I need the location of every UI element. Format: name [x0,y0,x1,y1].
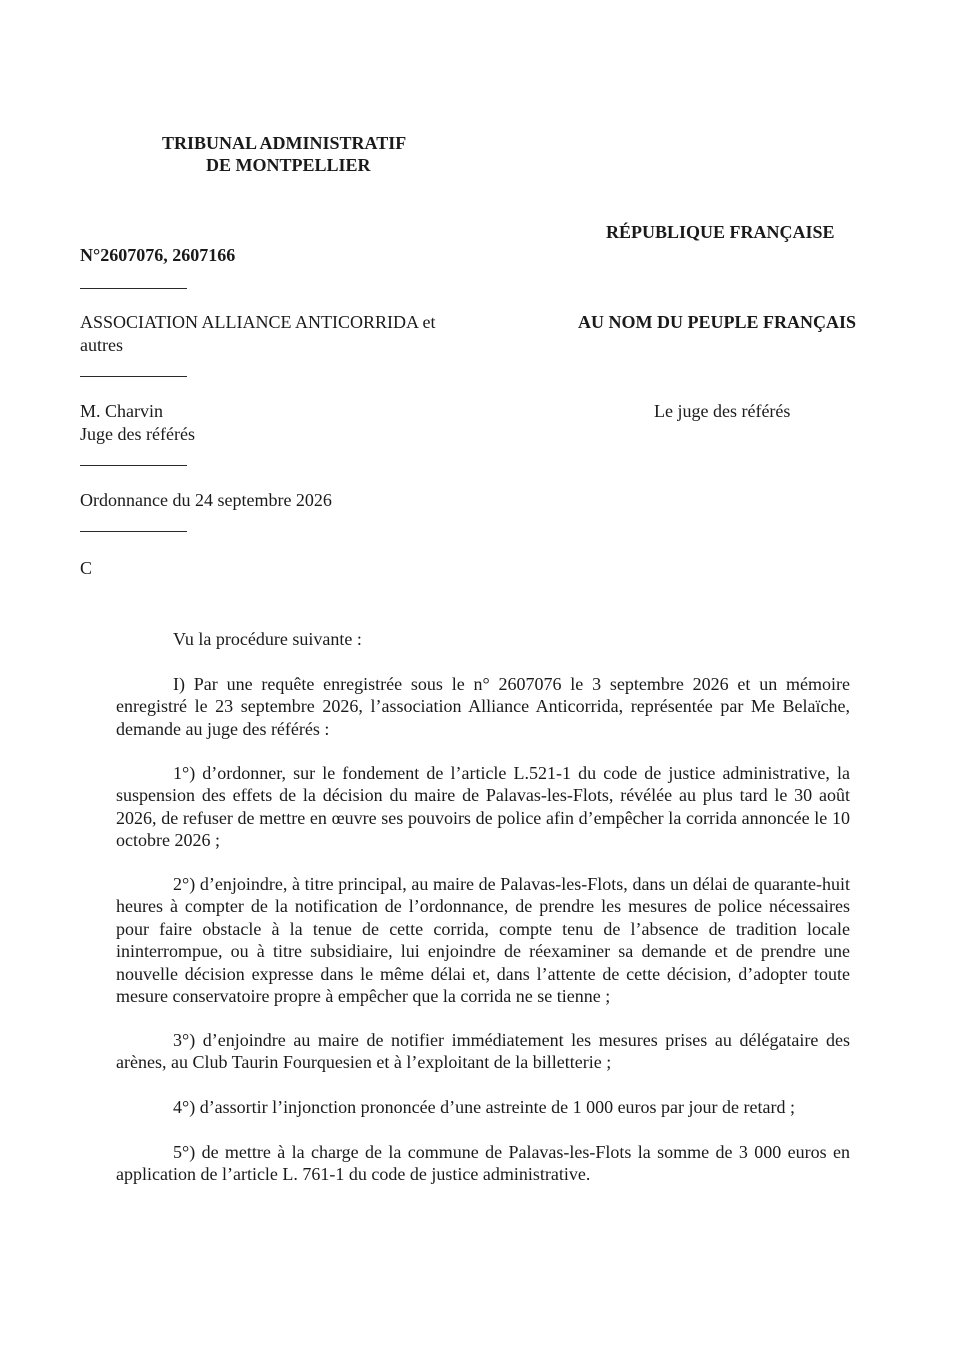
paragraph-claim-5: 5°) de mettre à la charge de la commune de Palavas-les-Flots la somme de 3 000 euros en application de l’article L. 761-1 du code de justice administrative. [116,1142,850,1185]
paragraph-claim-2: 2°) d’enjoindre, à titre principal, au maire de Palavas-les-Flots, dans un délai de quarante-huit heures à compter de la notification de l’ordonnance, de prendre les mesures de police nécessaires pour faire obstacle à la tenue de cette corrida, compte tenu de l’absence de tradition locale ininterrompue, ou à titre subsidiaire, lui enjoindre de réexaminer sa demande et de prendre une nouvelle décision expresse dans le même délai et, dans l’attente de cette décision, d’adopter toute mesure conservatoire propre à empêcher que la corrida ne se tienne ; [116,874,850,1007]
case-numbers: N°2607076, 2607166 [80,245,236,265]
paragraph-claim-4: 4°) d’assortir l’injonction prononcée d’une astreinte de 1 000 euros par jour de retard ; [173,1097,795,1117]
court-name [162,132,462,176]
court-name-line1: TRIBUNAL ADMINISTRATIF [162,133,407,153]
judge-title-right: Le juge des référés [654,401,791,421]
court-name-line2: DE MONTPELLIER [206,155,371,175]
parties-line1: ASSOCIATION ALLIANCE ANTICORRIDA et [80,312,436,332]
separator-rule [80,288,187,289]
separator-rule [80,376,187,377]
judge-block [80,400,380,446]
judge-role: Juge des référés [80,424,195,444]
paragraph-request: I) Par une requête enregistrée sous le n° 2607076 le 3 septembre 2026 et un mémoire enregistré le 23 septembre 2026, l’association Alliance Anticorrida, représentée par Me Belaïche, demande au juge des référés : [116,674,850,739]
ordonnance-date: Ordonnance du 24 septembre 2026 [80,490,332,510]
in-name-of-people: AU NOM DU PEUPLE FRANÇAIS [578,312,856,332]
parties-line2: autres [80,335,123,355]
separator-rule [80,465,187,466]
judge-name: M. Charvin [80,401,163,421]
separator-rule [80,531,187,532]
paragraph-claim-3: 3°) d’enjoindre au maire de notifier immédiatement les mesures prises au délégataire des arènes, au Club Taurin Fourquesien et à l’exploitant de la billetterie ; [116,1030,850,1073]
code-letter: C [80,558,93,578]
paragraph-claim-1: 1°) d’ordonner, sur le fondement de l’article L.521-1 du code de justice administrative, la suspension des effets de la décision du maire de Palavas-les-Flots, révélée au plus tard le 30 août 2026, de refuser de mettre en œuvre ses pouvoirs de police afin d’empêcher la corrida annoncée le 10 octobre 2026 ; [116,763,850,851]
parties [80,311,500,357]
republic-heading: RÉPUBLIQUE FRANÇAISE [606,222,835,242]
procedure-intro: Vu la procédure suivante : [173,629,362,649]
